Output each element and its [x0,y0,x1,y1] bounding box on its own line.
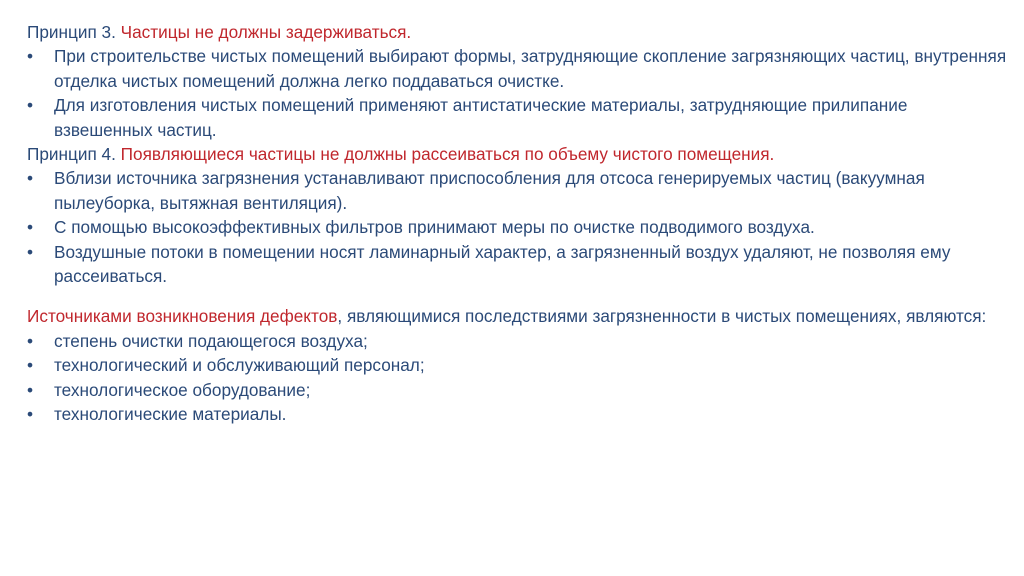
list-item [27,240,1007,289]
bullet-icon: • [27,355,34,376]
list-item [27,329,1007,353]
principle-3-prefix: Принцип 3. [27,22,121,42]
slide-content [27,20,1007,427]
list-item [27,166,1007,215]
list-item-text: Воздушные потоки в помещении носят ламинарный характер, а загрязненный воздух удаляют, не позволяя ему рассеиваться. [54,241,951,287]
sources-intro-rest: , являющимися последствиями загрязненности в чистых помещениях, являются: [337,306,987,327]
section-spacer [27,288,1007,304]
sources-list [27,329,1007,427]
list-item [27,353,1007,377]
list-item [27,93,1007,142]
list-item-text: технологический и обслуживающий персонал; [54,355,425,376]
list-item-text: Вблизи источника загрязнения устанавливают приспособления для отсоса генерируемых частиц (вакуумная пылеуборка, вытяжная вентиляция). [54,168,925,213]
list-item-text: При строительстве чистых помещений выбирают формы, затрудняющие скопление загрязняющих частиц, внутренняя отделка чистых помещений должна легко поддаваться очистке. [54,46,1007,91]
bullet-icon: • [27,95,34,116]
principle-3-title: Частицы не должны задерживаться. [120,22,412,42]
principle-4-heading [27,142,1007,166]
principle-4-prefix: Принцип 4. [27,144,121,165]
principle-4-title: Появляющиеся частицы не должны рассеиваться по объему чистого помещения. [120,144,775,165]
bullet-icon: • [27,379,34,400]
principle-3-list [27,44,1007,142]
list-item [27,402,1007,426]
list-item-text: технологические материалы. [54,404,287,425]
bullet-icon: • [27,217,34,238]
principle-3-heading [27,20,1007,44]
list-item-text: технологическое оборудование; [54,379,311,400]
list-item-text: Для изготовления чистых помещений применяют антистатические материалы, затрудняющие прилипание взвешенных частиц. [54,95,908,140]
list-item-text: С помощью высокоэффективных фильтров принимают меры по очистке подводимого воздуха. [54,217,815,238]
list-item [27,44,1007,93]
bullet-icon: • [27,46,34,67]
principle-4-list [27,166,1007,288]
bullet-icon: • [27,330,34,351]
list-item [27,215,1007,239]
bullet-icon: • [27,168,34,189]
list-item [27,378,1007,402]
bullet-icon: • [27,404,34,425]
sources-highlight: Источниками возникновения дефектов [27,306,338,327]
list-item-text: степень очистки подающегося воздуха; [54,330,368,351]
bullet-icon: • [27,241,34,262]
sources-intro [27,304,1007,328]
